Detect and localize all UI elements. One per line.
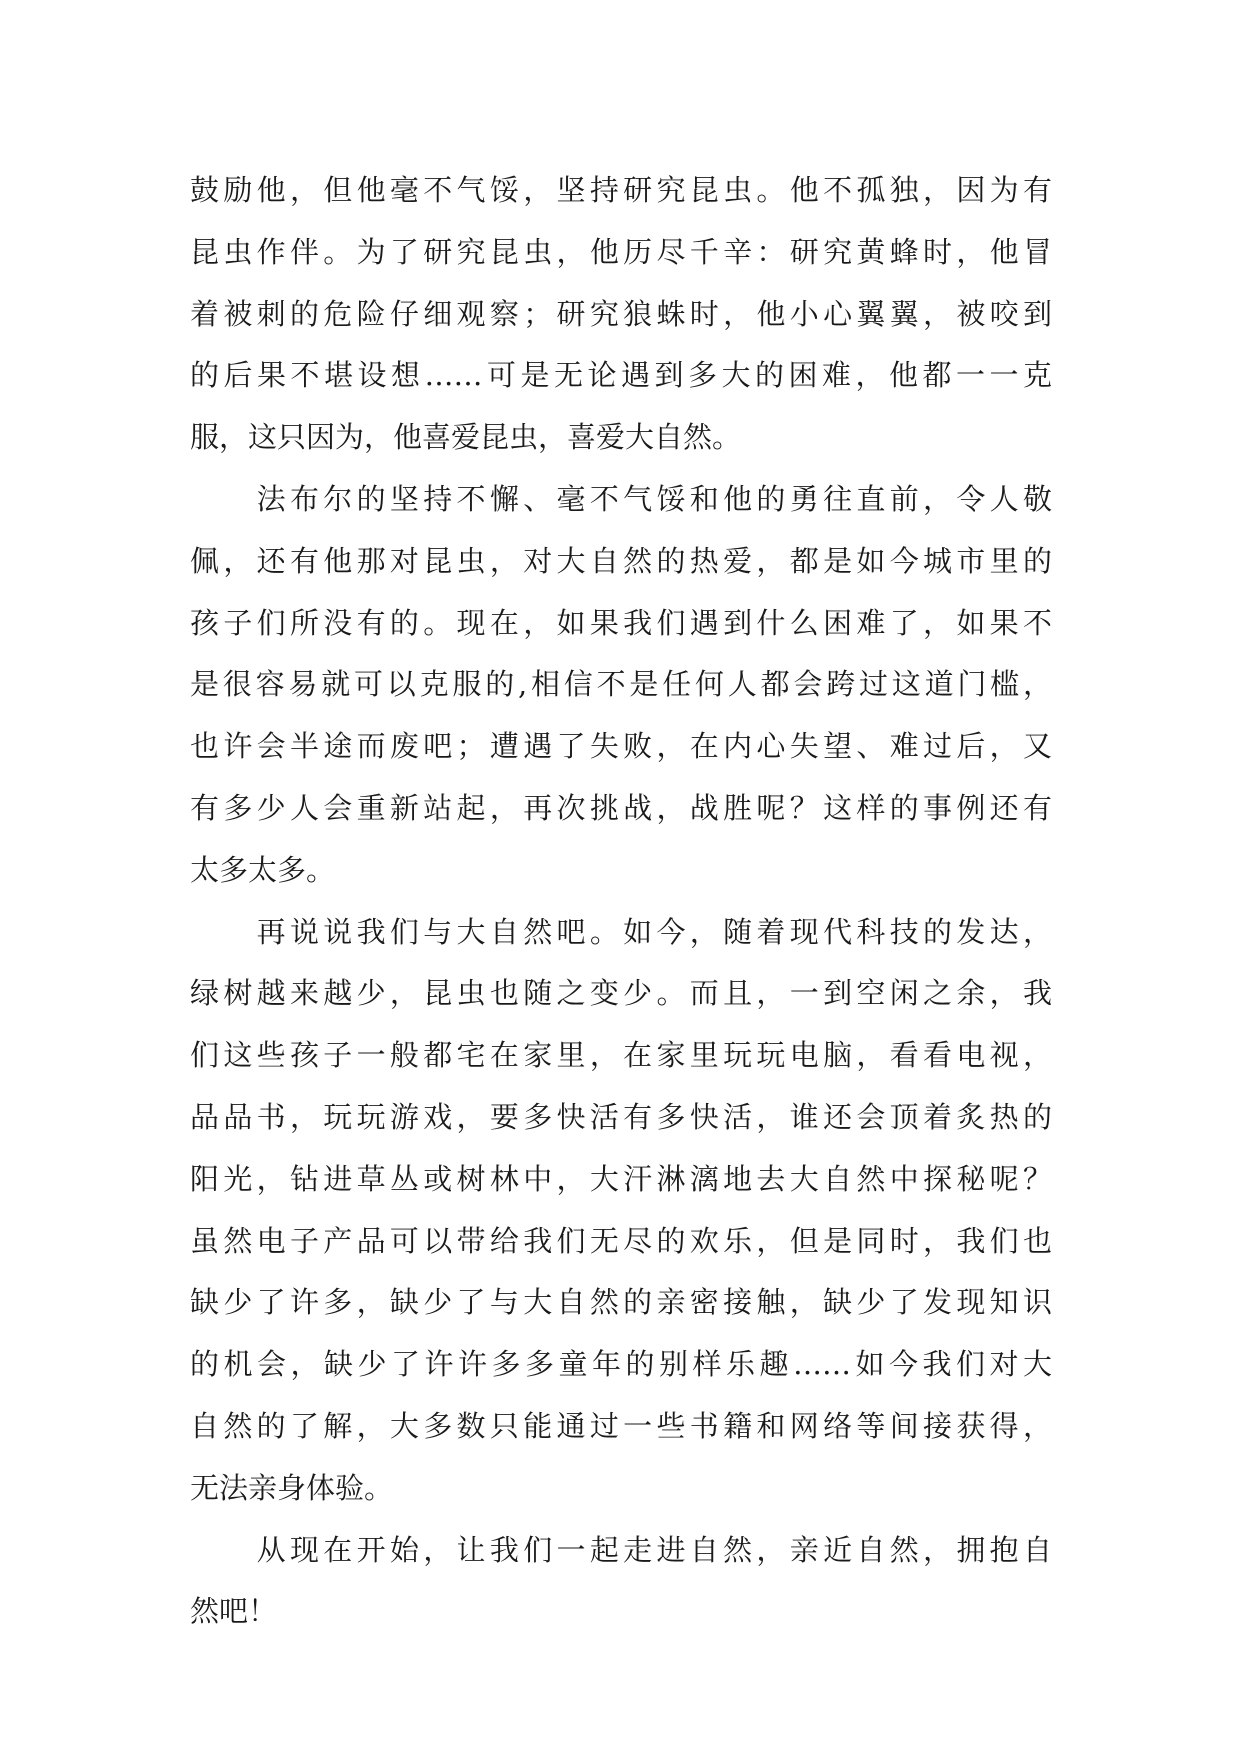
text-line: 品品书，玩玩游戏，要多快活有多快活，谁还会顶着炙热的 [190,1099,1052,1134]
text-line: 然吧！ [190,1594,278,1629]
text-line: 绿树越来越少，昆虫也随之变少。而且，一到空闲之余，我 [190,976,1052,1011]
text-line: 的后果不堪设想……可是无论遇到多大的困难，他都一一克 [190,358,1052,393]
text-line: 阳光，钻进草丛或树林中，大汗淋漓地去大自然中探秘呢？ [190,1161,1052,1196]
text-line: 自然的了解，大多数只能通过一些书籍和网络等间接获得， [190,1408,1052,1443]
text-line: 昆虫作伴。为了研究昆虫，他历尽千辛：研究黄蜂时，他冒 [190,234,1052,269]
text-line: 鼓励他，但他毫不气馁，坚持研究昆虫。他不孤独，因为有 [190,173,1052,207]
text-line: 有多少人会重新站起，再次挑战，战胜呢？这样的事例还有 [190,790,1052,825]
text-line: 无法亲身体验。 [190,1470,394,1505]
text-line: 服，这只因为，他喜爱昆虫，喜爱大自然。 [190,420,742,455]
text-line: 佩，还有他那对昆虫，对大自然的热爱，都是如今城市里的 [190,543,1052,578]
text-line: 再说说我们与大自然吧。如今，随着现代科技的发达， [190,914,1052,949]
text-line: 虽然电子产品可以带给我们无尽的欢乐，但是同时，我们也 [190,1223,1052,1258]
text-line: 从现在开始，让我们一起走进自然，亲近自然，拥抱自 [190,1532,1052,1567]
text-line: 太多太多。 [190,852,336,887]
text-line: 法布尔的坚持不懈、毫不气馁和他的勇往直前，令人敬 [190,481,1052,516]
text-line: 孩子们所没有的。现在，如果我们遇到什么困难了，如果不 [190,605,1052,640]
text-line: 的机会，缺少了许许多多童年的别样乐趣……如今我们对大 [190,1347,1052,1382]
text-line: 是很容易就可以克服的,相信不是任何人都会跨过这道门槛， [190,667,1052,702]
text-line: 着被刺的危险仔细观察；研究狼蛛时，他小心翼翼，被咬到 [190,296,1052,331]
text-line: 也许会半途而废吧；遭遇了失败，在内心失望、难过后，又 [190,729,1052,764]
body-text [190,160,1052,1643]
text-line: 缺少了许多，缺少了与大自然的亲密接触，缺少了发现知识 [190,1285,1052,1320]
text-line: 们这些孩子一般都宅在家里，在家里玩玩电脑，看看电视， [190,1038,1052,1073]
